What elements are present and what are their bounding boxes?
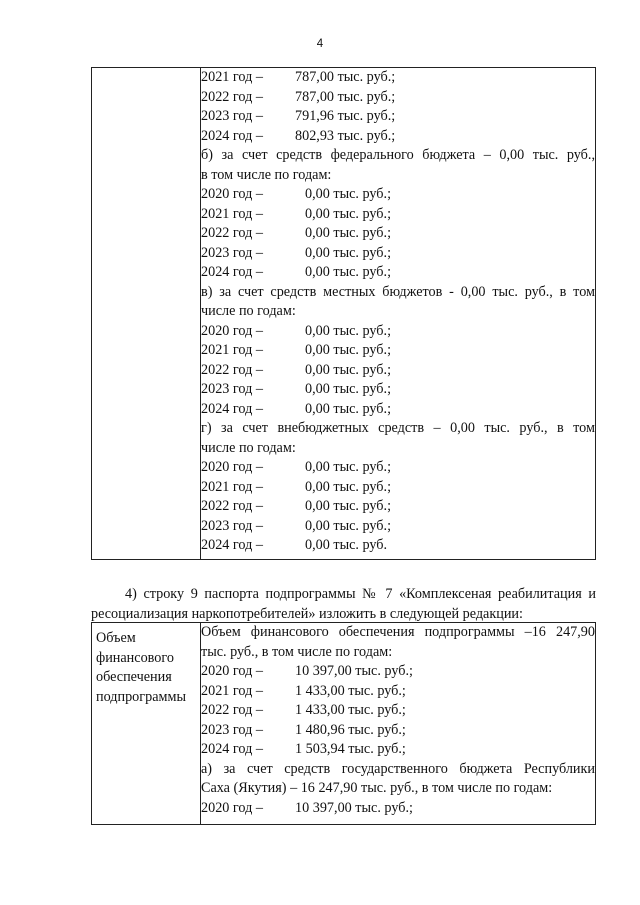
table-right-cell [201,623,596,825]
year-line: 2021 год – 0,00 тыс. руб.; [201,205,392,222]
year-line: 2022 год – 0,00 тыс. руб.; [201,498,392,514]
year-line: 2023 год – 0,00 тыс. руб.; [201,517,392,534]
funding-table-new [91,622,596,825]
table-left-cell-empty [92,68,201,560]
funding-table-continuation [91,67,596,560]
year-line: 2024 год – 802,93 тыс. руб.; [201,127,396,144]
year-line: 2021 год – 0,00 тыс. руб.; [201,478,392,495]
year-line: 2024 год – 0,00 тыс. руб. [201,537,388,553]
year-line: 2023 год – 0,00 тыс. руб.; [201,244,392,261]
paragraph-line: ресоциализация наркопотребителей» изложить в следующей редакции: [91,606,523,622]
year-line: 2020 год – 0,00 тыс. руб.; [201,186,392,202]
total-heading-cont: тыс. руб., в том числе по годам: [201,643,393,660]
year-line: 2023 год – 1 480,96 тыс. руб.; [201,721,406,738]
total-heading: Объем финансового обеспечения подпрограммы –16 247,90 [201,624,595,640]
federal-heading: б) за счет средств федерального бюджета – 0,00 тыс. руб., [201,147,595,163]
year-line: 2020 год – 10 397,00 тыс. руб.; [201,799,413,816]
year-line: 2021 год – 787,00 тыс. руб.; [201,69,396,85]
left-cell-line: обеспечения [96,669,172,685]
year-line: 2022 год – 1 433,00 тыс. руб.; [201,702,406,718]
year-line: 2020 год – 10 397,00 тыс. руб.; [201,663,413,679]
extrabudget-heading-cont: числе по годам: [201,439,296,456]
page-number: 4 [316,38,324,50]
extrabudget-heading: г) за счет внебюджетных средств – 0,00 тыс. руб., в том [201,420,595,436]
state-budget-heading: а) за счет средств государственного бюджета Республики [201,760,595,777]
year-line: 2022 год – 787,00 тыс. руб.; [201,88,396,105]
year-line: 2024 год – 1 503,94 тыс. руб.; [201,741,406,757]
year-line: 2023 год – 0,00 тыс. руб.; [201,381,392,397]
year-line: 2022 год – 0,00 тыс. руб.; [201,361,392,378]
local-heading: в) за счет средств местных бюджетов - 0,00 тыс. руб., в том [201,283,595,300]
table-right-cell [201,68,596,560]
paragraph-line: 4) строку 9 паспорта подпрограммы № 7 «Комплексеная реабилитация и [125,586,596,602]
year-line: 2020 год – 0,00 тыс. руб.; [201,459,392,475]
year-line: 2020 год – 0,00 тыс. руб.; [201,322,392,339]
left-cell-line: финансового [96,649,174,666]
local-heading-cont: числе по годам: [201,303,296,319]
left-cell-line: подпрограммы [96,688,186,705]
year-line: 2024 год – 0,00 тыс. руб.; [201,400,392,417]
year-line: 2024 год – 0,00 тыс. руб.; [201,264,392,280]
federal-heading-cont: в том числе по годам: [201,166,332,183]
year-line: 2023 год – 791,96 тыс. руб.; [201,108,396,124]
year-line: 2021 год – 0,00 тыс. руб.; [201,342,392,358]
table-left-cell [92,623,201,825]
year-line: 2022 год – 0,00 тыс. руб.; [201,225,392,241]
state-budget-heading-cont: Саха (Якутия) – 16 247,90 тыс. руб., в том числе по годам: [201,780,553,796]
left-cell-line: Объем [96,630,136,646]
year-line: 2021 год – 1 433,00 тыс. руб.; [201,682,406,699]
